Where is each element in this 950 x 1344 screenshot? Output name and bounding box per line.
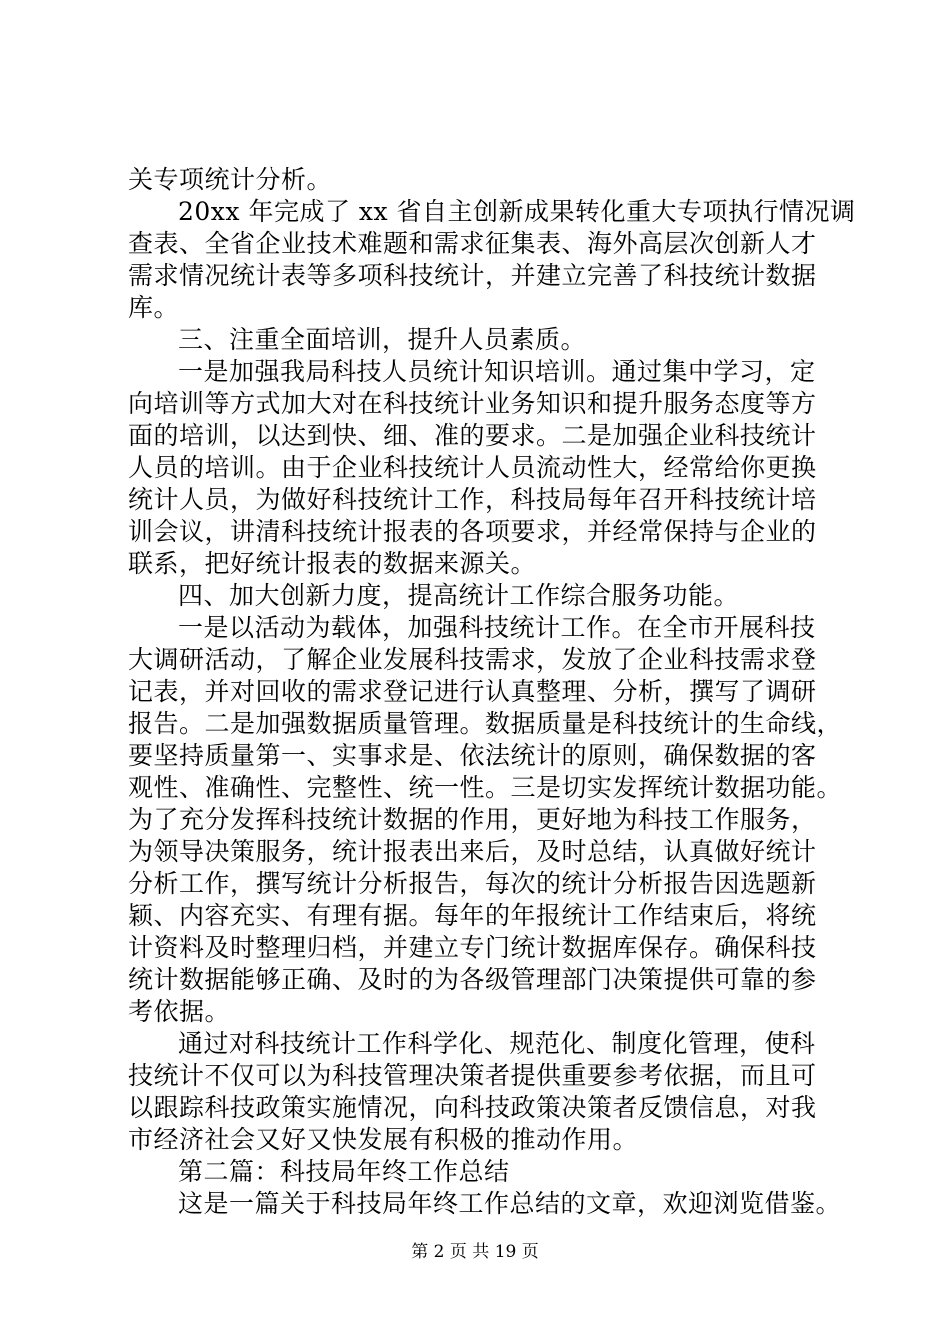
section-heading: 四、加大创新力度，提高统计工作综合服务功能。 xyxy=(178,581,740,610)
text-line: 通过对科技统计工作科学化、规范化、制度化管理，使科 xyxy=(178,1029,816,1058)
text-line: 观性、准确性、完整性、统一性。三是切实发挥统计数据功能。 xyxy=(128,773,843,802)
text-line: 为领导决策服务，统计报表出来后，及时总结，认真做好统计 xyxy=(128,837,817,866)
text-line: 统计数据能够正确、及时的为各级管理部门决策提供可靠的参 xyxy=(128,965,817,994)
page-number-footer: 第 2 页 共 19 页 xyxy=(411,1242,539,1262)
text-line: 市经济社会又好又快发展有积极的推动作用。 xyxy=(128,1125,639,1154)
text-line: 大调研活动，了解企业发展科技需求，发放了企业科技需求登 xyxy=(128,645,817,674)
text-line: 统计人员，为做好科技统计工作，科技局每年召开科技统计培 xyxy=(128,485,817,514)
text-line: 人员的培训。由于企业科技统计人员流动性大，经常给你更换 xyxy=(128,453,817,482)
text-line: 联系，把好统计报表的数据来源关。 xyxy=(128,549,537,578)
text-line: 分析工作，撰写统计分析报告，每次的统计分析报告因选题新 xyxy=(128,869,817,898)
text-line: 为了充分发挥科技统计数据的作用，更好地为科技工作服务， xyxy=(128,805,817,834)
text-line: 报告。二是加强数据质量管理。数据质量是科技统计的生命线， xyxy=(128,709,843,738)
section-heading: 三、注重全面培训，提升人员素质。 xyxy=(178,325,587,354)
text-line: 考依据。 xyxy=(128,997,231,1026)
text-line: 需求情况统计表等多项科技统计，并建立完善了科技统计数据 xyxy=(128,261,817,290)
text-line: 这是一篇关于科技局年终工作总结的文章，欢迎浏览借鉴。 xyxy=(178,1189,842,1218)
text-line: 记表，并对回收的需求登记进行认真整理、分析，撰写了调研 xyxy=(128,677,817,706)
text-line: 面的培训，以达到快、细、准的要求。二是加强企业科技统计 xyxy=(128,421,817,450)
text-line: 训会议，讲清科技统计报表的各项要求，并经常保持与企业的 xyxy=(128,517,817,546)
text-line: 技统计不仅可以为科技管理决策者提供重要参考依据，而且可 xyxy=(128,1061,817,1090)
text-line: 关专项统计分析。 xyxy=(128,165,333,194)
text-line: 计资料及时整理归档，并建立专门统计数据库保存。确保科技 xyxy=(128,933,817,962)
section-heading: 第二篇：科技局年终工作总结 xyxy=(178,1157,510,1186)
text-line: 颖、内容充实、有理有据。每年的年报统计工作结束后，将统 xyxy=(128,901,817,930)
text-line: 要坚持质量第一、实事求是、依法统计的原则，确保数据的客 xyxy=(128,741,817,770)
text-line: 一是加强我局科技人员统计知识培训。通过集中学习，定 xyxy=(178,357,816,386)
text-line: 一是以活动为载体，加强科技统计工作。在全市开展科技 xyxy=(178,613,816,642)
text-line: 查表、全省企业技术难题和需求征集表、海外高层次创新人才 xyxy=(128,229,817,258)
text-line: 向培训等方式加大对在科技统计业务知识和提升服务态度等方 xyxy=(128,389,817,418)
text-line: 以跟踪科技政策实施情况，向科技政策决策者反馈信息，对我 xyxy=(128,1093,817,1122)
text-line: 库。 xyxy=(128,293,180,322)
text-line: 20xx 年完成了 xx 省自主创新成果转化重大专项执行情况调 xyxy=(178,197,856,226)
